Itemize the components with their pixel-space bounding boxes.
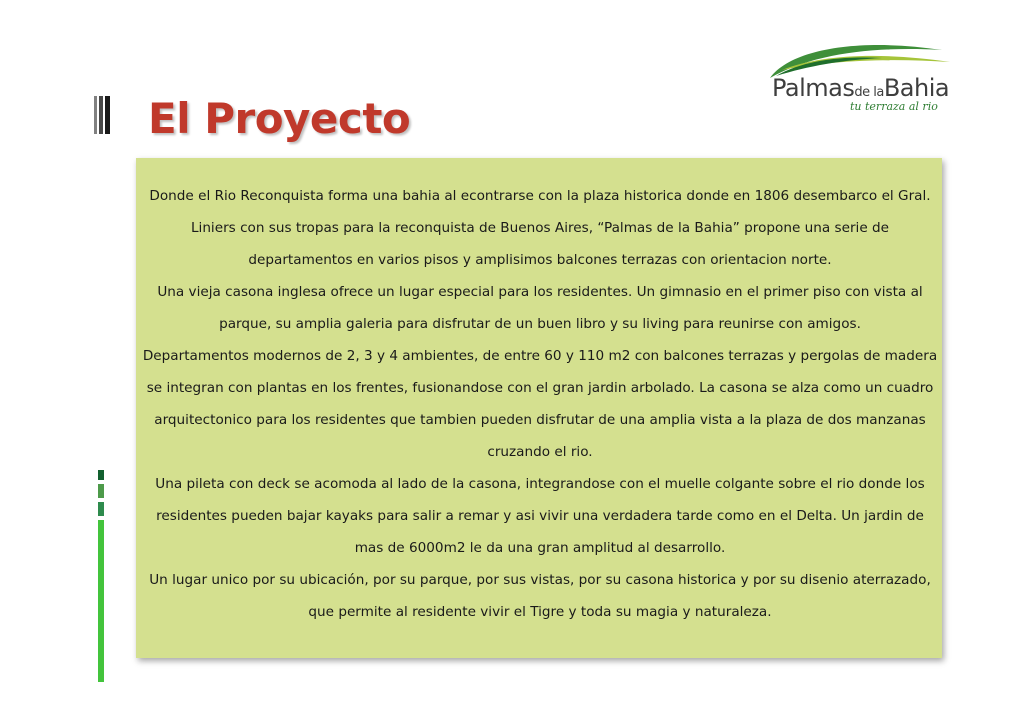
brand-logo (752, 34, 958, 116)
paragraph-departamentos: Departamentos modernos de 2, 3 y 4 ambientes, de entre 60 y 110 m2 con balcones terrazas y pergolas de madera se integran con plantas en los frentes, fusionandose con el gran jardin arbolado. La casona se alza como un cuadro arquitectonico para los residentes que tambien pueden disfrutar de una amplia vista a la plaza de dos manzanas cruzando el rio. (142, 348, 938, 460)
paragraph-casona: Una vieja casona inglesa ofrece un lugar especial para los residentes. Un gimnasio en el primer piso con vista al parque, su amplia galeria para disfrutar de un buen libro y su living para reunirse con amigos. (157, 284, 923, 332)
logo-wordmark: Palmasde laBahia (772, 74, 950, 102)
logo-tagline: tu terraza al rio (850, 100, 938, 113)
paragraph-pileta: Una pileta con deck se acomoda al lado de la casona, integrandose con el muelle colgante sobre el rio donde los residentes pueden bajar kayaks para salir a remar y asi vivir una verdadera tarde como en el Delta. Un jardin de mas de 6000m2 le da una gran amplitud al desarrollo. (155, 476, 925, 556)
title-bar-decoration (94, 96, 110, 134)
side-bar-decoration (98, 470, 106, 682)
slide-title: El Proyecto (148, 94, 411, 143)
paragraph-closing: Un lugar unico por su ubicación, por su parque, por sus vistas, por su casona historica y por su disenio aterrazado, que permite al residente vivir el Tigre y toda su magia y naturaleza. (149, 572, 931, 620)
project-description-panel (136, 158, 942, 658)
paragraph-location: Donde el Rio Reconquista forma una bahia al econtrarse con la plaza historica donde en 1806 desembarco el Gral. Liniers con sus tropas para la reconquista de Buenos Aires, “Palmas de la Bahia” propone una serie de departamentos en varios pisos y amplisimos balcones terrazas con orientacion norte. (149, 188, 931, 268)
